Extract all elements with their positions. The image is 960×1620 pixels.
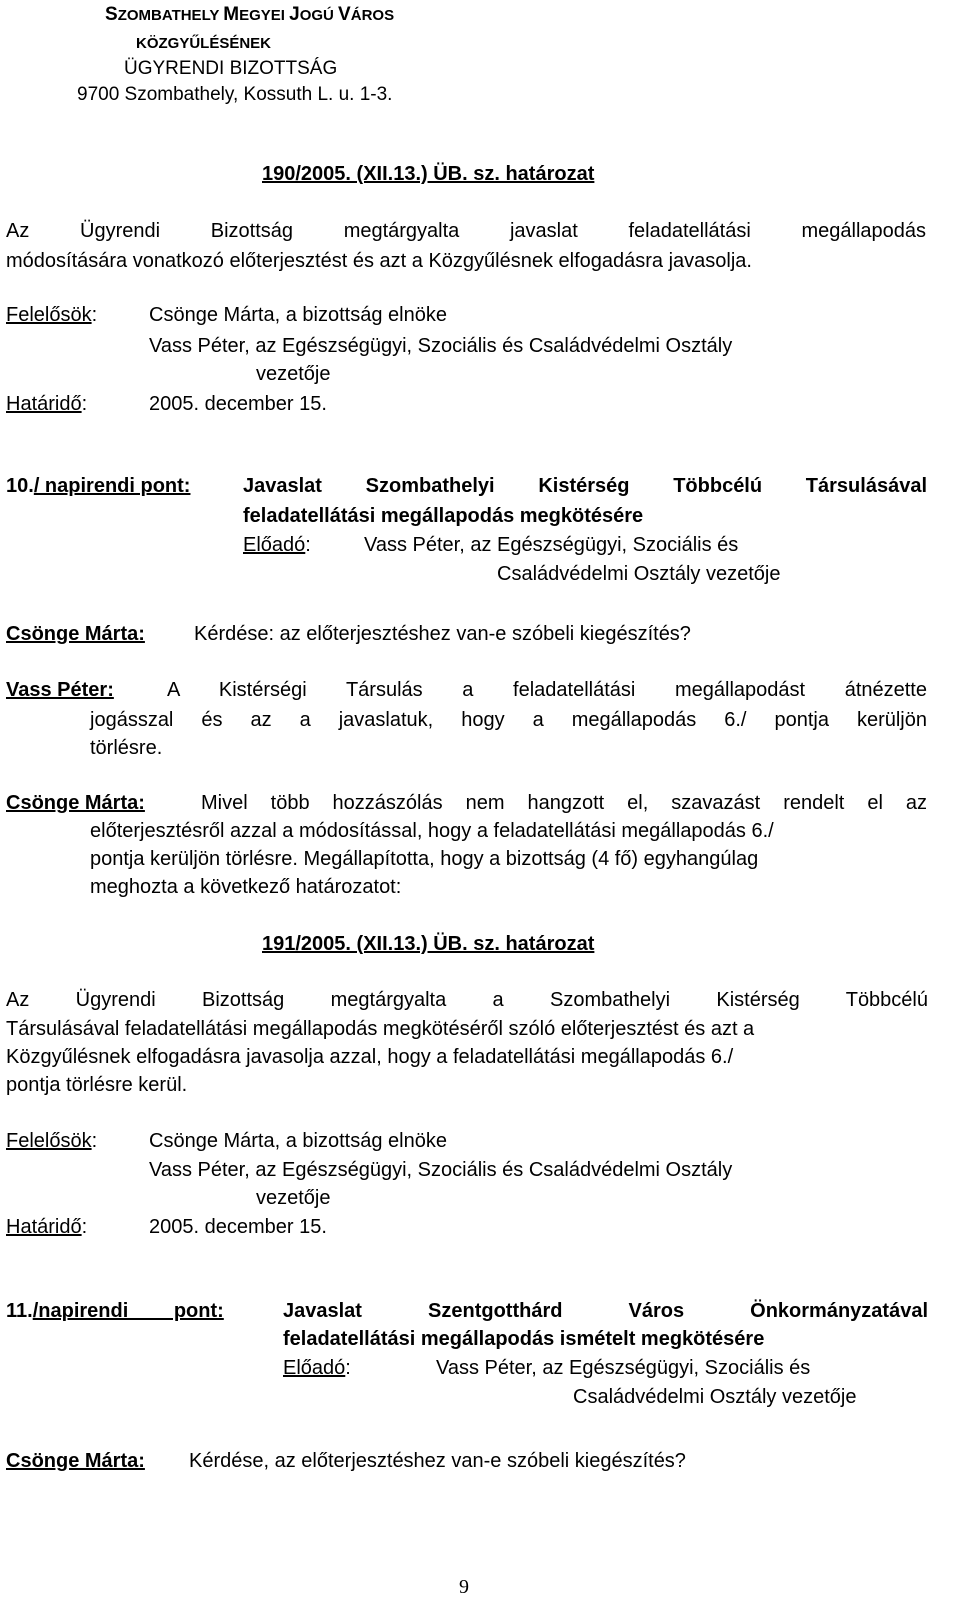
resolution-191-responsible1: Csönge Márta, a bizottság elnöke [149, 1130, 447, 1152]
agenda-10-presenter-line2: Családvédelmi Osztály vezetője [497, 563, 781, 585]
resolution-191-responsible-label: Felelősök: [6, 1130, 98, 1152]
resolution-191-deadline: 2005. december 15. [149, 1216, 327, 1238]
agenda-10-title-line2: feladatellátási megállapodás megkötésére [243, 505, 644, 527]
agenda-11-presenter-label: Előadó: [283, 1357, 351, 1379]
resolution-190-responsible2: Vass Péter, az Egészségügyi, Szociális és Családvédelmi Osztály [149, 335, 733, 357]
speaker-vass-line1: A Kistérségi Társulás a feladatellátási megállapodást átnézette [167, 679, 927, 701]
resolution-191-responsible2-cont: vezetője [256, 1187, 331, 1209]
speaker-csonge-2-line2: előterjesztésről azzal a módosítással, hogy a feladatellátási megállapodás 6./ [90, 820, 774, 842]
page-number: 9 [459, 1576, 469, 1598]
resolution-190-responsible2-cont: vezetője [256, 363, 331, 385]
speaker-vass-line3: törlésre. [90, 737, 163, 759]
resolution-190-text-line2: módosítására vonatkozó előterjesztést és azt a Közgyűlésnek elfogadásra javasolja. [6, 250, 752, 272]
resolution-190-responsible-label: Felelősök: [6, 304, 98, 326]
speaker-vass: Vass Péter: [6, 679, 114, 701]
resolution-191-text-line1: Az Ügyrendi Bizottság megtárgyalta a Szombathelyi Kistérség Többcélú [6, 989, 928, 1011]
header-line3: ÜGYRENDI BIZOTTSÁG [124, 58, 338, 79]
resolution-191-responsible2: Vass Péter, az Egészségügyi, Szociális és Családvédelmi Osztály [149, 1159, 733, 1181]
resolution-190-responsible1: Csönge Márta, a bizottság elnöke [149, 304, 447, 326]
header-line2: KÖZGYŰLÉSÉNEK [136, 35, 272, 52]
agenda-11-presenter-line1: Vass Péter, az Egészségügyi, Szociális és [436, 1357, 811, 1379]
resolution-191-text-line4: pontja törlésre kerül. [6, 1074, 188, 1096]
agenda-10-presenter-label: Előadó: [243, 534, 311, 556]
speaker-csonge-2: Csönge Márta: [6, 792, 145, 814]
speaker-vass-line2: jogásszal és az a javaslatuk, hogy a megállapodás 6./ pontja kerüljön [90, 709, 927, 731]
speaker-csonge-1: Csönge Márta: [6, 623, 145, 645]
speaker-csonge-3: Csönge Márta: [6, 1450, 145, 1472]
resolution-190-deadline-label: Határidő: [6, 393, 88, 415]
resolution-191-deadline-label: Határidő: [6, 1216, 88, 1238]
resolution-190-text-line1: Az Ügyrendi Bizottság megtárgyalta javaslat feladatellátási megállapodás [6, 220, 926, 242]
speaker-csonge-2-line1: Mivel több hozzászólás nem hangzott el, szavazást rendelt el az [201, 792, 927, 814]
header-line1: SZOMBATHELY MEGYEI JOGÚ VÁROS [105, 4, 395, 25]
resolution-191-title: 191/2005. (XII.13.) ÜB. sz. határozat [262, 933, 595, 955]
resolution-191-text-line3: Közgyűlésnek elfogadásra javasolja azzal, hogy a feladatellátási megállapodás 6./ [6, 1046, 734, 1068]
agenda-11-title-line1: Javaslat Szentgotthárd Város Önkormányzatával [283, 1300, 928, 1322]
speaker-csonge-1-text: Kérdése: az előterjesztéshez van-e szóbeli kiegészítés? [194, 623, 691, 645]
speaker-csonge-3-text: Kérdése, az előterjesztéshez van-e szóbeli kiegészítés? [189, 1450, 686, 1472]
header-line4: 9700 Szombathely, Kossuth L. u. 1-3. [77, 84, 393, 105]
speaker-csonge-2-line4: meghozta a következő határozatot: [90, 876, 402, 898]
resolution-190-title: 190/2005. (XII.13.) ÜB. sz. határozat [262, 163, 595, 185]
resolution-190-deadline: 2005. december 15. [149, 393, 327, 415]
agenda-11-presenter-line2: Családvédelmi Osztály vezetője [573, 1386, 857, 1408]
agenda-11-heading: 11./napirendi pont: [6, 1300, 224, 1322]
resolution-191-text-line2: Társulásával feladatellátási megállapodás megkötéséről szóló előterjesztést és azt a [6, 1018, 755, 1040]
agenda-11-title-line2: feladatellátási megállapodás ismételt megkötésére [283, 1328, 765, 1350]
speaker-csonge-2-line3: pontja kerüljön törlésre. Megállapította, hogy a bizottság (4 fő) egyhangúlag [90, 848, 759, 870]
agenda-10-heading: 10./ napirendi pont: [6, 475, 191, 497]
agenda-10-title-line1: Javaslat Szombathelyi Kistérség Többcélú Társulásával [243, 475, 927, 497]
agenda-10-presenter-line1: Vass Péter, az Egészségügyi, Szociális és [364, 534, 739, 556]
